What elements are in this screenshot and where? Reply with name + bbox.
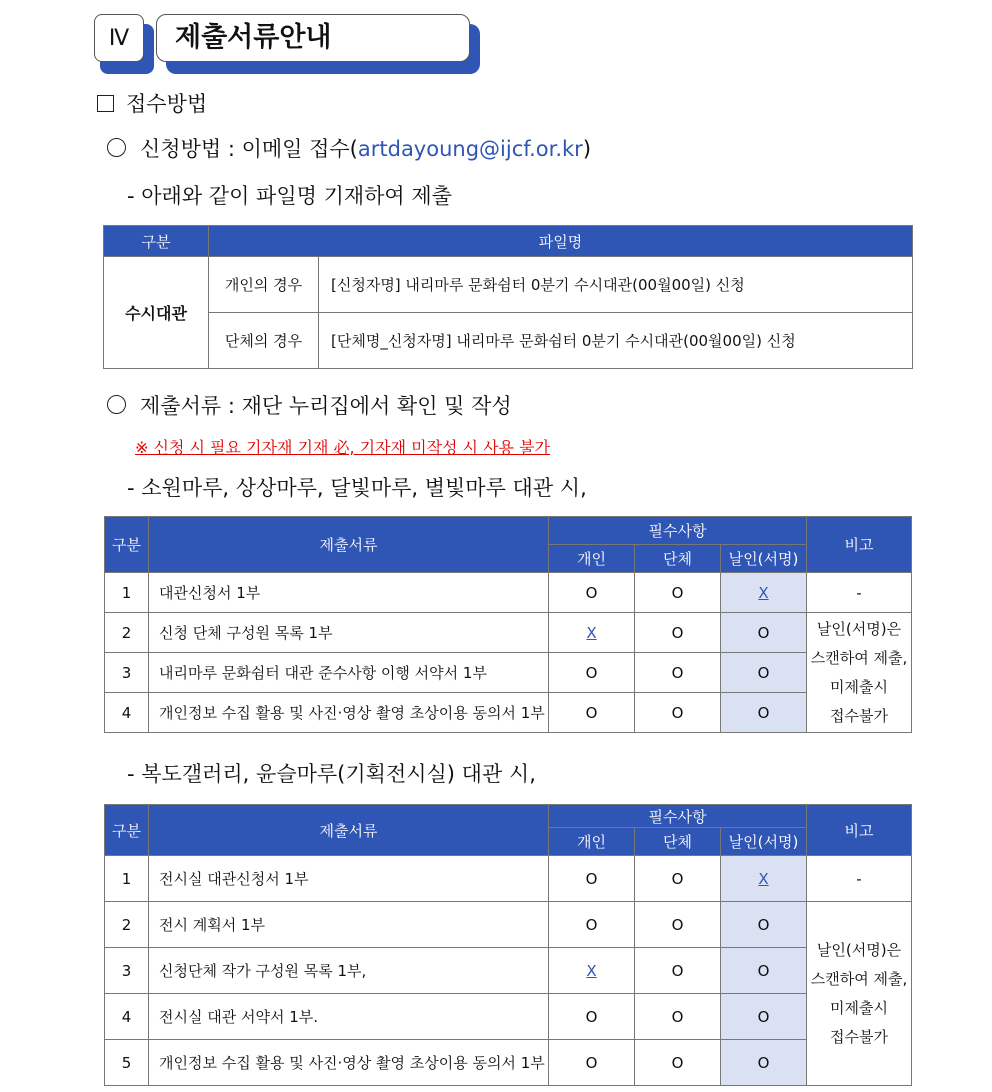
section-number: Ⅳ bbox=[94, 14, 144, 62]
table-row bbox=[105, 994, 912, 1040]
row-seal: O bbox=[721, 1040, 807, 1086]
table-row bbox=[104, 313, 913, 369]
row-seal: O bbox=[721, 693, 807, 733]
apply-method bbox=[107, 133, 591, 163]
row-no: 5 bbox=[105, 1040, 149, 1086]
header-note: 비고 bbox=[807, 517, 912, 573]
section-heading-text: 접수방법 bbox=[126, 92, 208, 116]
filename-table bbox=[103, 225, 913, 369]
row-group: O bbox=[635, 573, 721, 613]
table-row bbox=[104, 257, 913, 313]
row-personal: O bbox=[549, 902, 635, 948]
note-line: 스캔하여 제출, bbox=[810, 969, 908, 988]
row-note: - bbox=[807, 573, 912, 613]
row-doc: 개인정보 수집 활용 및 사진·영상 촬영 초상이용 동의서 1부 bbox=[149, 1040, 549, 1086]
header-personal: 개인 bbox=[549, 545, 635, 573]
row-no: 2 bbox=[105, 613, 149, 653]
apply-method-suffix: ) bbox=[582, 137, 592, 161]
x-mark: X bbox=[586, 623, 597, 642]
docs-heading bbox=[107, 390, 512, 420]
row-personal: O bbox=[549, 994, 635, 1040]
section-heading bbox=[97, 88, 207, 118]
filename-pattern: [신청자명] 내리마루 문화쉼터 0분기 수시대관(00월00일) 신청 bbox=[319, 257, 913, 313]
note-line: 접수불가 bbox=[830, 706, 888, 725]
row-doc: 전시실 대관신청서 1부 bbox=[149, 856, 549, 902]
venue1-docs-table bbox=[104, 516, 912, 733]
table-row bbox=[105, 1040, 912, 1086]
notice-text: ※ 신청 시 필요 기자재 기재 必, 기자재 미작성 시 사용 불가 bbox=[135, 438, 551, 457]
x-mark: X bbox=[586, 961, 597, 980]
header-personal: 개인 bbox=[549, 828, 635, 856]
note-line: 접수불가 bbox=[830, 1027, 888, 1046]
row-seal: O bbox=[721, 902, 807, 948]
row-no: 3 bbox=[105, 948, 149, 994]
venue2-title: - 복도갤러리, 윤슬마루(기획전시실) 대관 시, bbox=[127, 762, 536, 786]
table-row bbox=[105, 653, 912, 693]
row-group: O bbox=[635, 653, 721, 693]
circle-bullet-icon bbox=[107, 395, 126, 414]
filename-pattern: [단체명_신청자명] 내리마루 문화쉼터 0분기 수시대관(00월00일) 신청 bbox=[319, 313, 913, 369]
table-row bbox=[105, 613, 912, 653]
square-bullet-icon bbox=[97, 95, 114, 112]
row-group: O bbox=[635, 856, 721, 902]
row-doc: 개인정보 수집 활용 및 사진·영상 촬영 초상이용 동의서 1부 bbox=[149, 693, 549, 733]
circle-bullet-icon bbox=[107, 138, 126, 157]
table-row bbox=[105, 573, 912, 613]
row-personal: O bbox=[549, 653, 635, 693]
row-no: 4 bbox=[105, 693, 149, 733]
header-no: 구분 bbox=[105, 517, 149, 573]
filename-header-name: 파일명 bbox=[209, 226, 913, 257]
row-seal: O bbox=[721, 613, 807, 653]
header-group: 단체 bbox=[635, 545, 721, 573]
header-note: 비고 bbox=[807, 805, 912, 856]
row-note-merged bbox=[807, 902, 912, 1086]
header-doc: 제출서류 bbox=[149, 517, 549, 573]
table-row bbox=[105, 948, 912, 994]
table-row bbox=[105, 902, 912, 948]
table-row bbox=[105, 693, 912, 733]
row-group: O bbox=[635, 1040, 721, 1086]
row-no: 4 bbox=[105, 994, 149, 1040]
row-personal: O bbox=[549, 856, 635, 902]
row-no: 1 bbox=[105, 856, 149, 902]
row-personal bbox=[549, 613, 635, 653]
note-line: 날인(서명)은 bbox=[816, 619, 902, 638]
filename-group: 수시대관 bbox=[104, 257, 209, 369]
header-seal: 날인(서명) bbox=[721, 828, 807, 856]
header-required: 필수사항 bbox=[549, 517, 807, 545]
header-doc: 제출서류 bbox=[149, 805, 549, 856]
row-seal bbox=[721, 856, 807, 902]
row-no: 2 bbox=[105, 902, 149, 948]
row-personal bbox=[549, 948, 635, 994]
row-seal: O bbox=[721, 653, 807, 693]
row-seal: O bbox=[721, 994, 807, 1040]
table-row bbox=[105, 856, 912, 902]
header-seal: 날인(서명) bbox=[721, 545, 807, 573]
row-no: 3 bbox=[105, 653, 149, 693]
venue1-title: - 소원마루, 상상마루, 달빛마루, 별빛마루 대관 시, bbox=[127, 476, 587, 500]
page-title: 제출서류안내 bbox=[156, 14, 470, 62]
row-seal bbox=[721, 573, 807, 613]
venue2-docs-table bbox=[104, 804, 912, 1086]
row-personal: O bbox=[549, 573, 635, 613]
note-line: 미제출시 bbox=[830, 677, 888, 696]
row-personal: O bbox=[549, 693, 635, 733]
row-note-merged bbox=[807, 613, 912, 733]
filename-instruction: - 아래와 같이 파일명 기재하여 제출 bbox=[127, 184, 452, 208]
row-group: O bbox=[635, 902, 721, 948]
row-group: O bbox=[635, 613, 721, 653]
row-doc: 신청단체 작가 구성원 목록 1부, bbox=[149, 948, 549, 994]
row-note: - bbox=[807, 856, 912, 902]
row-doc: 전시 계획서 1부 bbox=[149, 902, 549, 948]
header-no: 구분 bbox=[105, 805, 149, 856]
row-no: 1 bbox=[105, 573, 149, 613]
filename-header-category: 구분 bbox=[104, 226, 209, 257]
row-doc: 대관신청서 1부 bbox=[149, 573, 549, 613]
header-group: 단체 bbox=[635, 828, 721, 856]
email-link[interactable]: artdayoung@ijcf.or.kr bbox=[357, 137, 583, 161]
row-seal: O bbox=[721, 948, 807, 994]
apply-method-text: 신청방법 : 이메일 접수( bbox=[140, 137, 358, 161]
row-personal: O bbox=[549, 1040, 635, 1086]
note-line: 미제출시 bbox=[830, 998, 888, 1017]
note-line: 날인(서명)은 bbox=[816, 940, 902, 959]
row-group: O bbox=[635, 948, 721, 994]
x-mark: X bbox=[758, 583, 769, 602]
row-doc: 신청 단체 구성원 목록 1부 bbox=[149, 613, 549, 653]
filename-type: 단체의 경우 bbox=[209, 313, 319, 369]
header-required: 필수사항 bbox=[549, 805, 807, 828]
row-group: O bbox=[635, 693, 721, 733]
x-mark: X bbox=[758, 869, 769, 888]
note-line: 스캔하여 제출, bbox=[810, 648, 908, 667]
filename-type: 개인의 경우 bbox=[209, 257, 319, 313]
row-doc: 내리마루 문화쉼터 대관 준수사항 이행 서약서 1부 bbox=[149, 653, 549, 693]
row-group: O bbox=[635, 994, 721, 1040]
docs-heading-text: 제출서류 : 재단 누리집에서 확인 및 작성 bbox=[140, 394, 512, 418]
row-doc: 전시실 대관 서약서 1부. bbox=[149, 994, 549, 1040]
